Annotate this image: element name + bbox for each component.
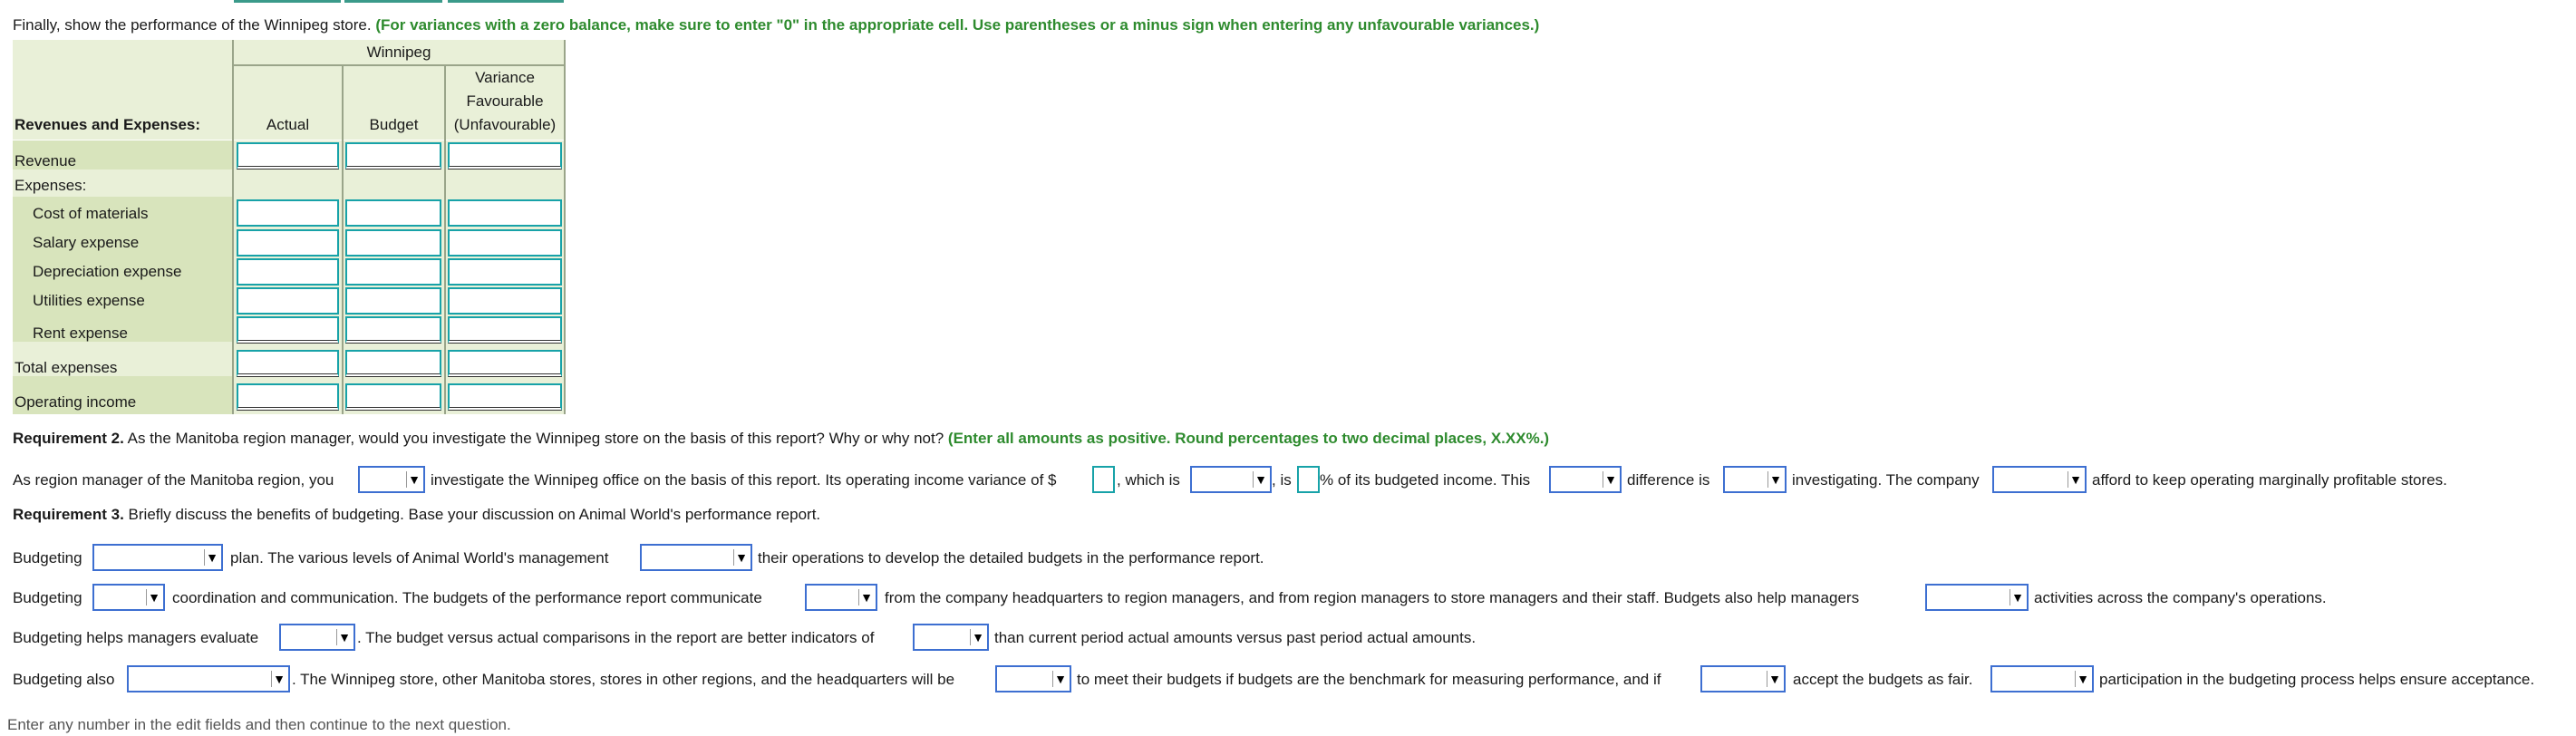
previous-table-edge [344,0,442,3]
req3-l4-text-e: participation in the budgeting process helps ensure acceptance. [2099,671,2535,688]
total-expenses-actual-input[interactable] [237,350,339,377]
depreciation-variance-input[interactable] [448,258,562,286]
row-label-salary: Salary expense [33,234,140,251]
who-accept-select[interactable] [1700,665,1786,692]
budgeting-also-select[interactable] [127,665,290,692]
intro-text: Finally, show the performance of the Winnipeg store. [13,16,372,34]
variance-header-2: Favourable [466,92,544,110]
req2-text-4: , is [1272,471,1292,489]
budget-header: Budget [369,116,419,133]
dropdown-arrow-icon: ▼ [1052,671,1068,687]
row-label-utilities: Utilities expense [33,292,145,309]
operating-income-variance-input[interactable] [448,383,562,411]
dropdown-arrow-icon: ▼ [271,671,286,687]
dropdown-arrow-icon: ▼ [1603,471,1618,488]
row-label-total-expenses: Total expenses [15,359,118,376]
row-bg [13,169,566,197]
rent-actual-input[interactable] [237,316,339,344]
row-label-depreciation: Depreciation expense [33,263,182,280]
req3-l1-text-a: Budgeting [13,549,82,567]
motivated-select[interactable] [995,665,1071,692]
dropdown-arrow-icon: ▼ [2068,471,2083,488]
utilities-budget-input[interactable] [345,287,441,315]
operating-income-actual-input[interactable] [237,383,339,411]
dropdown-arrow-icon: ▼ [1253,471,1268,488]
favourable-select[interactable] [1190,466,1272,493]
table-divider [234,64,566,66]
coordination-select[interactable] [92,584,165,611]
dropdown-arrow-icon: ▼ [1767,471,1783,488]
salary-actual-input[interactable] [237,229,339,257]
req3-label: Requirement 3. [13,506,124,523]
total-expenses-budget-input[interactable] [345,350,441,377]
req3-question: Briefly discuss the benefits of budgeting. Base your discussion on Animal World's performance report. [128,506,821,523]
req3-l2-text-b: coordination and communication. The budgets of the performance report communicate [172,589,762,606]
row-label-rent: Rent expense [33,324,128,342]
req2-question: As the Manitoba region manager, would you investigate the Winnipeg store on the basis of this report? Why or why not? [127,430,944,447]
budgeting-plan-select[interactable] [92,544,223,571]
dropdown-arrow-icon: ▼ [2075,671,2090,687]
dropdown-arrow-icon: ▼ [858,589,874,605]
depreciation-actual-input[interactable] [237,258,339,286]
req3-l4-text-d: accept the budgets as fair. [1793,671,1973,688]
table-divider [232,40,234,414]
req3-l4-text-a: Budgeting also [13,671,115,688]
worth-select[interactable] [1723,466,1787,493]
req2-text-3: , which is [1117,471,1180,489]
difference-select[interactable] [1549,466,1622,493]
req3-l2-text-c: from the company headquarters to region managers, and from region managers to store managers and their staff. Budgets also help managers [885,589,1860,606]
req3-l4-text-b: . The Winnipeg store, other Manitoba stores, stores in other regions, and the headquarters will be [292,671,955,688]
req3-l2-text-d: activities across the company's operations. [2034,589,2327,606]
req3-l1-text-b: plan. The various levels of Animal World's management [230,549,609,567]
cost-materials-budget-input[interactable] [345,199,441,227]
req2-instruction: (Enter all amounts as positive. Round percentages to two decimal places, X.XX%.) [947,430,1550,447]
participation-select[interactable] [1990,665,2094,692]
intro-instruction: (For variances with a zero balance, make sure to enter "0" in the appropriate cell. Use parentheses or a minus sign when entering any unfavourable variances.) [375,16,1540,34]
footer-hint: Enter any number in the edit fields and then continue to the next question. [7,716,511,733]
activities-select[interactable] [1925,584,2029,611]
winnipeg-header: Winnipeg [366,44,431,61]
req2-heading [13,430,1549,448]
row-label-cost-materials: Cost of materials [33,205,149,222]
investigate-select[interactable] [358,466,425,493]
revenue-variance-input[interactable] [448,142,562,169]
req2-label: Requirement 2. [13,430,124,447]
variance-header-3: (Unfavourable) [453,116,557,133]
dropdown-arrow-icon: ▼ [733,549,749,566]
dropdown-arrow-icon: ▼ [970,629,985,645]
req3-l3-text-a: Budgeting helps managers evaluate [13,629,259,646]
req3-l3-text-c: than current period actual amounts versus past period actual amounts. [994,629,1477,646]
rent-budget-input[interactable] [345,316,441,344]
req3-l4-text-c: to meet their budgets if budgets are the benchmark for measuring performance, and if [1077,671,1661,688]
dropdown-arrow-icon: ▼ [204,549,219,566]
salary-variance-input[interactable] [448,229,562,257]
req2-text-2: investigate the Winnipeg office on the basis of this report. Its operating income variance of $ [431,471,1057,489]
indicators-select[interactable] [913,624,989,651]
afford-select[interactable] [1992,466,2087,493]
req3-l3-text-b: . The budget versus actual comparisons in the report are better indicators of [357,629,875,646]
communicate-select[interactable] [805,584,877,611]
cost-materials-variance-input[interactable] [448,199,562,227]
req2-text-5: % of its budgeted income. This [1320,471,1531,489]
row-label-revenue: Revenue [15,152,77,169]
utilities-actual-input[interactable] [237,287,339,315]
req2-text-7: investigating. The company [1792,471,1980,489]
row-label-expenses: Expenses: [15,177,87,194]
req3-l2-text-a: Budgeting [13,589,82,606]
variance-header-1: Variance [475,69,535,86]
cost-materials-actual-input[interactable] [237,199,339,227]
dropdown-arrow-icon: ▼ [2009,589,2025,605]
dropdown-arrow-icon: ▼ [146,589,161,605]
req2-text-6: difference is [1627,471,1710,489]
table-divider [564,40,566,414]
actual-header: Actual [266,116,310,133]
req2-text-1: As region manager of the Manitoba region, you [13,471,334,489]
dropdown-arrow-icon: ▼ [406,471,421,488]
revenue-actual-input[interactable] [237,142,339,169]
salary-budget-input[interactable] [345,229,441,257]
dropdown-arrow-icon: ▼ [336,629,352,645]
depreciation-budget-input[interactable] [345,258,441,286]
intro-line [13,16,1539,34]
operating-income-budget-input[interactable] [345,383,441,411]
rent-variance-input[interactable] [448,316,562,344]
dropdown-arrow-icon: ▼ [1767,671,1782,687]
req3-heading [13,506,820,524]
utilities-variance-input[interactable] [448,287,562,315]
req2-text-8: afford to keep operating marginally profitable stores. [2092,471,2447,489]
total-expenses-variance-input[interactable] [448,350,562,377]
previous-table-edge [234,0,341,3]
variance-percent-input[interactable] [1297,466,1320,493]
management-select[interactable] [640,544,752,571]
row-label-operating-income: Operating income [15,393,137,411]
evaluate-select[interactable] [279,624,355,651]
previous-table-edge [448,0,564,3]
revenue-budget-input[interactable] [345,142,441,169]
revenues-expenses-header: Revenues and Expenses: [15,116,201,133]
req3-l1-text-c: their operations to develop the detailed budgets in the performance report. [758,549,1264,567]
variance-amount-input[interactable] [1092,466,1115,493]
